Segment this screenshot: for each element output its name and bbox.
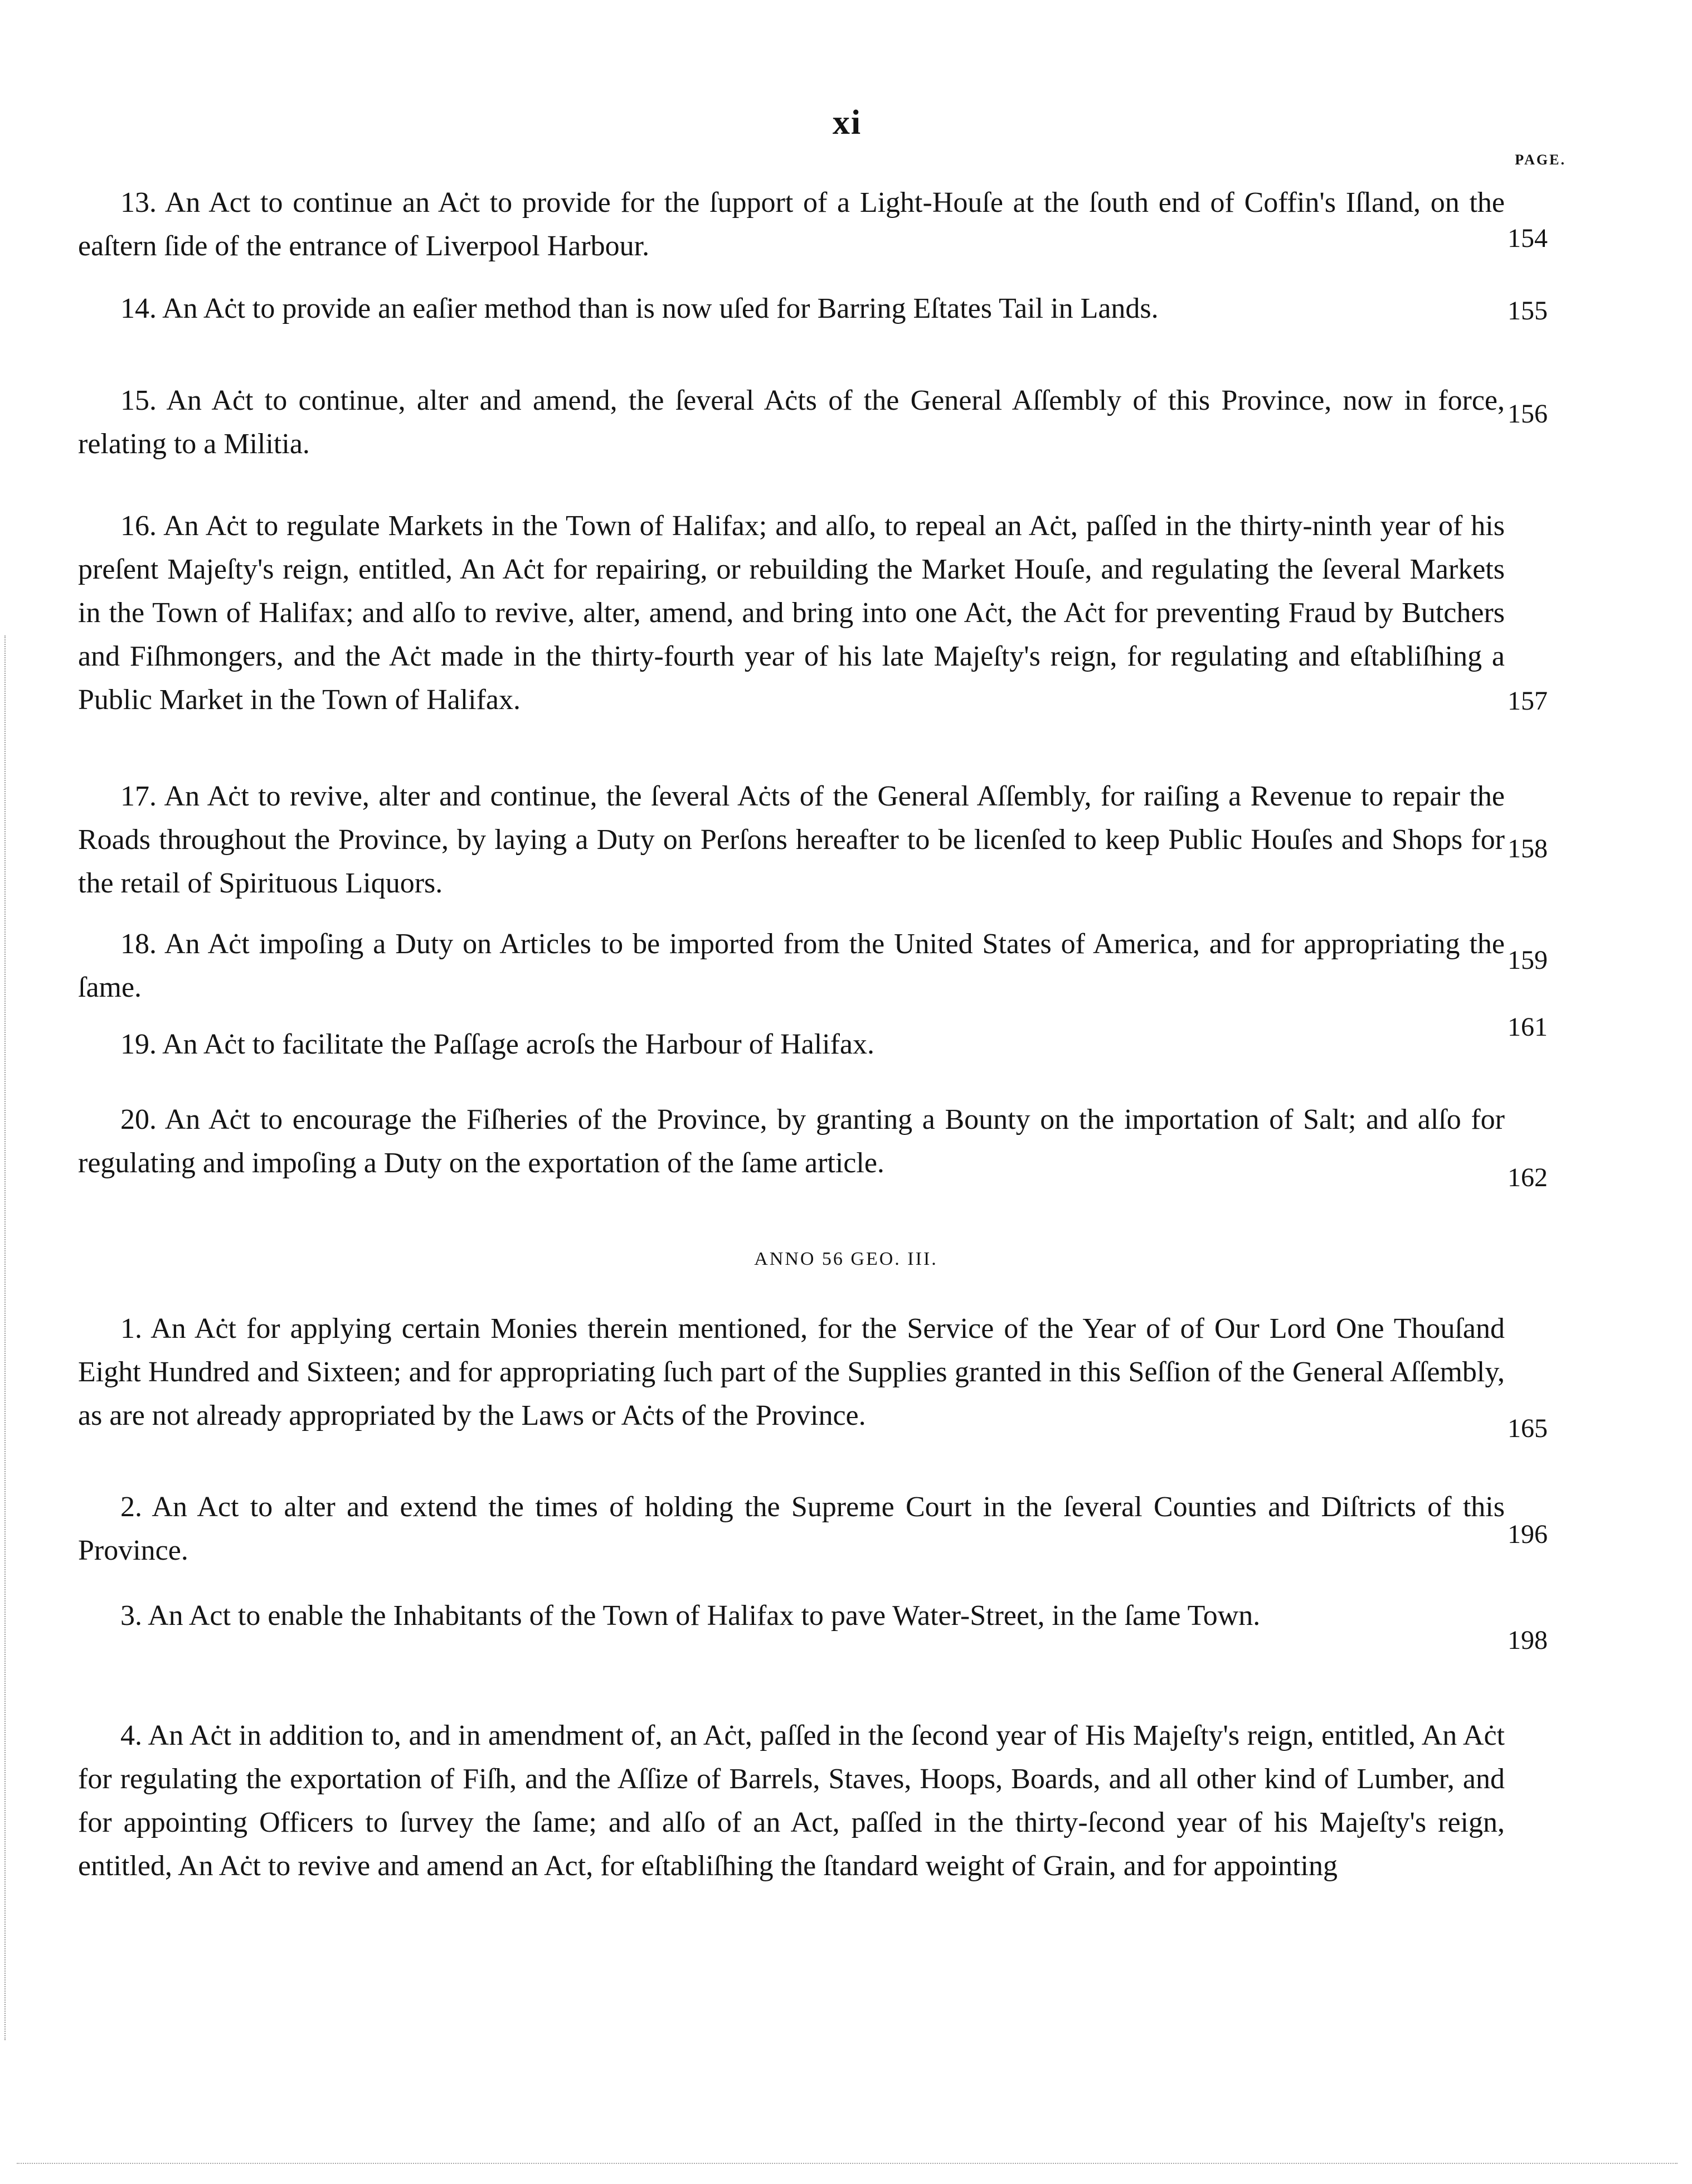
act-entry-56-4 bbox=[78, 1714, 1505, 1888]
act-entry-17 bbox=[78, 775, 1505, 905]
act-entry-56-2 bbox=[78, 1486, 1505, 1573]
act-entry-16 bbox=[78, 504, 1505, 722]
entry-text: 15. An Aċt to continue, alter and amend, the ſeveral Aċts of the General Aſſembly of this Province, now in force, relating to a Militia. bbox=[78, 385, 1505, 460]
entry-text: 13. An Act to continue an Aċt to provide for the ſupport of a Light-Houſe at the ſouth end of Coffin's Iſland, on the eaſtern ſide of the entrance of Liverpool Harbour. bbox=[78, 187, 1505, 262]
act-entry-19 bbox=[78, 1023, 1505, 1066]
entry-text: 20. An Aċt to encourage the Fiſheries of the Province, by granting a Bounty on the importation of Salt; and alſo for regulating and impoſing a Duty on the exportation of the ſame article. bbox=[78, 1104, 1505, 1179]
act-entry-56-1 bbox=[78, 1307, 1505, 1438]
entry-page-number: 158 bbox=[1508, 834, 1548, 863]
entry-text: 1. An Aċt for applying certain Monies therein mentioned, for the Service of the Year of of Our Lord One Thouſand Eight Hundred and Sixteen; and for appropriating ſuch part of the Supplies granted in this Seſſion of the General Aſſembly, as are not already appropriated by the Laws or Aċts of the Province. bbox=[78, 1313, 1505, 1431]
entry-page-number: 161 bbox=[1508, 1012, 1548, 1042]
entry-page-number: 165 bbox=[1508, 1414, 1548, 1443]
act-entry-56-3 bbox=[78, 1594, 1505, 1638]
entry-page-number: 162 bbox=[1508, 1163, 1548, 1192]
act-entry-13 bbox=[78, 181, 1505, 268]
entry-text: 16. An Aċt to regulate Markets in the Town of Halifax; and alſo, to repeal an Aċt, paſſed in the thirty-ninth year of his preſent Majeſty's reign, entitled, An Aċt for repairing, or rebuilding the Market Houſe, and regulating the ſeveral Markets in the Town of Halifax; and alſo to revive, alter, amend, and bring into one Aċt, the Aċt for preventing Fraud by Butchers and Fiſhmongers, and the Aċt made in the thirty-fourth year of his late Majeſty's reign, for regulating and eſtabliſhing a Public Market in the Town of Halifax. bbox=[78, 510, 1505, 716]
page-column-header: PAGE. bbox=[1515, 152, 1566, 168]
folio-number: xi bbox=[832, 104, 862, 142]
act-entry-20 bbox=[78, 1098, 1505, 1185]
entry-text: 18. An Aċt impoſing a Duty on Articles to be imported from the United States of America, and for appropriating the ſame. bbox=[78, 928, 1505, 1003]
entry-text: 19. An Aċt to facilitate the Paſſage acroſs the Harbour of Halifax. bbox=[120, 1028, 874, 1060]
entry-page-number: 156 bbox=[1508, 399, 1548, 429]
entry-text: 4. An Aċt in addition to, and in amendment of, an Aċt, paſſed in the ſecond year of His Majeſty's reign, entitled, An Aċt for regulating the exportation of Fiſh, and the Aſſize of Barrels, Staves, Hoops, Boards, and all other kind of Lumber, and for appointing Officers to ſurvey the ſame; and alſo of an Act, paſſed in the thirty-ſecond year of his Majeſty's reign, entitled, An Aċt to revive and amend an Act, for eſtabliſhing the ſtandard weight of Grain, and for appointing bbox=[78, 1720, 1505, 1882]
entry-page-number: 154 bbox=[1508, 224, 1548, 253]
section-heading: ANNO 56 GEO. III. bbox=[754, 1249, 938, 1269]
entry-page-number: 155 bbox=[1508, 296, 1548, 326]
entry-text: 14. An Aċt to provide an eaſier method than is now uſed for Barring Eſtates Tail in Lands. bbox=[120, 293, 1159, 324]
scan-bottom-dots bbox=[17, 2163, 1678, 2165]
scan-edge-dots bbox=[4, 635, 7, 2040]
entry-page-number: 198 bbox=[1508, 1625, 1548, 1655]
act-entry-14 bbox=[78, 287, 1505, 331]
entry-page-number: 157 bbox=[1508, 686, 1548, 716]
entry-text: 2. An Act to alter and extend the times of holding the Supreme Court in the ſeveral Counties and Diſtricts of this Province. bbox=[78, 1491, 1505, 1566]
entry-text: 17. An Aċt to revive, alter and continue, the ſeveral Aċts of the General Aſſembly, for raiſing a Revenue to repair the Roads throughout the Province, by laying a Duty on Perſons hereafter to be licenſed to keep Public Houſes and Shops for the retail of Spirituous Liquors. bbox=[78, 780, 1505, 899]
entry-page-number: 196 bbox=[1508, 1520, 1548, 1549]
act-entry-18 bbox=[78, 923, 1505, 1010]
act-entry-15 bbox=[78, 379, 1505, 466]
entry-text: 3. An Act to enable the Inhabitants of the Town of Halifax to pave Water-Street, in the ſame Town. bbox=[120, 1600, 1261, 1632]
entry-page-number: 159 bbox=[1508, 945, 1548, 975]
